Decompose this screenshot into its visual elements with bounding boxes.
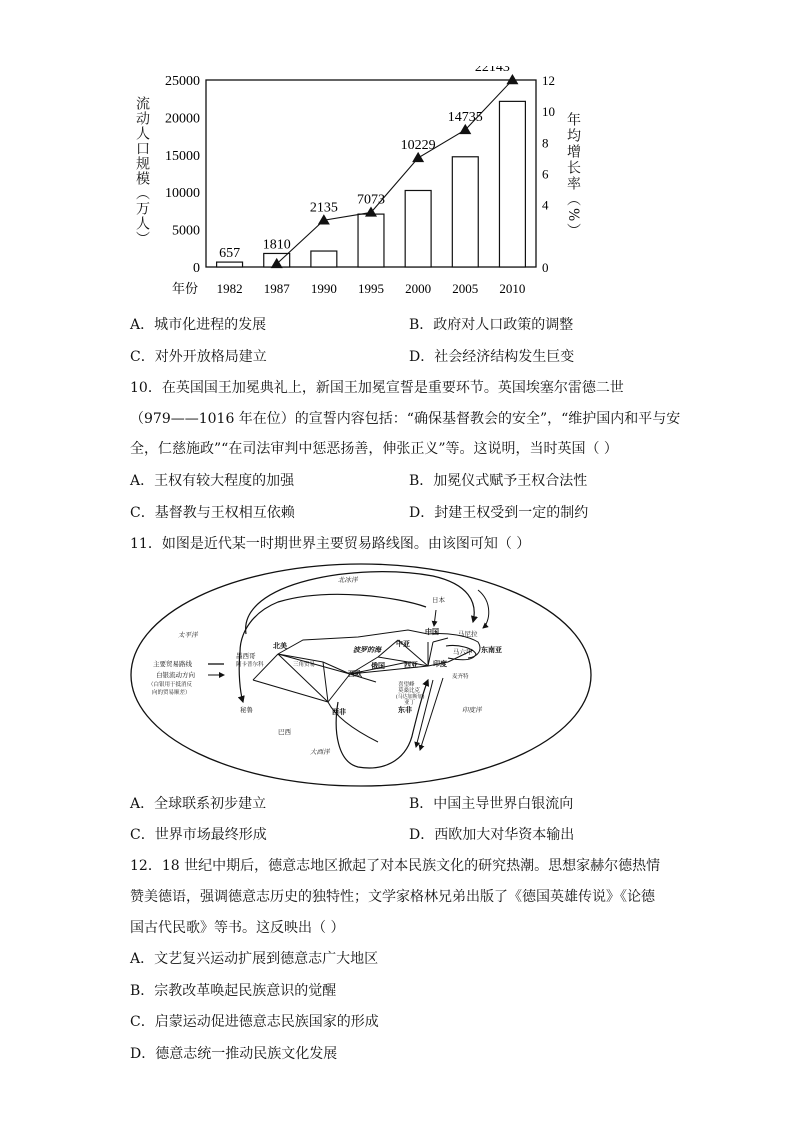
route-line — [478, 590, 489, 628]
y2-tick-label: 12 — [542, 73, 555, 88]
label-indian-ocean: 印度洋 — [462, 707, 482, 714]
y-tick-label: 25000 — [165, 74, 200, 89]
label-arctic: 北冰洋 — [338, 577, 358, 584]
label-aden: 亚丁 — [404, 700, 416, 706]
q9-option-d: D．社会经济结构发生巨变 — [409, 349, 575, 365]
bar — [358, 214, 384, 267]
q12-option-d: D．德意志统一推动民族文化发展 — [130, 1046, 338, 1062]
label-japan: 日本 — [432, 597, 445, 604]
q12-stem-line-1: 12．18 世纪中期后，德意志地区掀起了对本民族文化的研究热潮。思想家赫尔德热情 — [130, 858, 661, 874]
q10-stem-line-1: 10．在英国国王加冕典礼上，新国王加冕宣誓是重要环节。英国埃塞尔雷德二世 — [130, 380, 624, 396]
q9-option-b: B．政府对人口政策的调整 — [409, 317, 574, 333]
q10-option-a: A．王权有较大程度的加强 — [130, 473, 295, 489]
q11-option-d: D．西欧加大对华资本输出 — [409, 827, 575, 843]
route-line — [420, 678, 443, 750]
x-tick-label: 2000 — [405, 281, 432, 296]
label-brazil: 巴西 — [278, 729, 291, 736]
population-chart — [130, 66, 590, 302]
y2-tick-label: 6 — [542, 166, 549, 182]
x-tick-label: 1982 — [216, 281, 243, 296]
y-tick-label: 15000 — [165, 148, 200, 164]
q11-option-a: A．全球联系初步建立 — [130, 796, 267, 812]
q9-option-a: A．城市化进程的发展 — [130, 317, 267, 333]
q10-stem-line-2: （979——1016 年在位）的宣誓内容包括：“确保基督教会的安全”，“维护国内和平与安 — [130, 411, 681, 427]
growth-rate-marker — [506, 74, 518, 84]
bar — [499, 101, 525, 267]
label-madagascar: (马达加斯加) — [396, 695, 425, 700]
legend-silver-flow: 白银流动方向 — [156, 672, 195, 679]
legend-note-1: （白银用于抵消反 — [148, 682, 193, 688]
label-peru: 秘鲁 — [240, 707, 253, 714]
y-tick-label: 20000 — [165, 111, 200, 127]
x-axis-label: 年份 — [171, 281, 198, 296]
q10-option-b: B．加冕仪式赋予王权合法性 — [409, 473, 588, 489]
data-label: 1810 — [262, 237, 291, 253]
q11-stem: 11．如图是近代某一时期世界主要贸易路线图。由该图可知（ ） — [130, 536, 531, 552]
q10-option-d: D．封建王权受到一定的制约 — [409, 505, 589, 521]
data-label: 2135 — [309, 200, 338, 216]
y2-tick-label: 0 — [542, 260, 549, 275]
label-india: 印度 — [433, 660, 447, 668]
q9-option-c: C．对外开放格局建立 — [130, 349, 267, 365]
label-russia: 俄国 — [371, 662, 385, 670]
label-mekka: 麦齐特 — [452, 674, 469, 680]
x-tick-label: 2010 — [499, 281, 526, 296]
legend-main-route: 主要贸易路线 — [153, 661, 192, 668]
label-west-africa: 西非 — [332, 708, 346, 716]
q12-option-b: B．宗教改革唤起民族意识的觉醒 — [130, 983, 337, 999]
q12-option-c: C．启蒙运动促进德意志民族国家的形成 — [130, 1014, 379, 1030]
y2-tick-label: 8 — [542, 135, 549, 151]
q10-option-c: C．基督教与王权相互依赖 — [130, 505, 295, 521]
trade-route-map-svg — [128, 562, 595, 788]
chart-ylabel-right: 年均增长率（%） — [565, 112, 581, 240]
x-tick-label: 1995 — [358, 281, 384, 296]
y-tick-label: 10000 — [165, 186, 200, 202]
y2-tick-label: 10 — [542, 104, 555, 120]
label-mexico: 墨西哥 — [236, 653, 256, 660]
y-tick-label: 0 — [193, 261, 200, 276]
data-label: 657 — [219, 246, 241, 262]
chart-ylabel-left: 流动人口规模（万人） — [134, 96, 150, 246]
q12-stem-line-3: 国古代民歌》等书。这反映出（ ） — [130, 920, 345, 936]
q11-option-c: C．世界市场最终形成 — [130, 827, 267, 843]
data-label: 14735 — [447, 109, 483, 125]
bar — [217, 262, 243, 267]
chart-svg — [130, 66, 590, 302]
bar — [405, 190, 431, 267]
growth-rate-marker — [412, 152, 424, 162]
q12-option-a: A．文艺复兴运动扩展到德意志广大地区 — [130, 951, 379, 967]
label-mozambique: 莫桑比克 — [398, 688, 421, 694]
x-tick-label: 1987 — [263, 281, 290, 296]
label-west-europe: 西欧 — [348, 670, 362, 678]
label-cape: 喜望峰 — [398, 682, 415, 688]
label-china: 中国 — [425, 628, 439, 636]
data-label: 7073 — [357, 192, 385, 208]
bar — [311, 251, 337, 267]
label-north-america: 北美 — [273, 642, 287, 650]
route-line — [434, 610, 436, 626]
y2-tick-label: 4 — [542, 197, 549, 213]
label-manila: 马尼拉 — [458, 631, 478, 638]
label-acapulco: 阿卡普尔科 — [236, 662, 264, 668]
label-middle-asia: 中亚 — [396, 640, 410, 648]
label-pacific: 太平洋 — [178, 632, 198, 639]
label-baltic: 波罗的海 — [353, 646, 381, 654]
data-label: 10229 — [400, 137, 436, 153]
label-atlantic: 大西洋 — [310, 749, 330, 756]
x-tick-label: 2005 — [452, 281, 479, 296]
legend-note-2: 向的贸易顺差） — [152, 690, 191, 696]
bar — [452, 157, 478, 267]
q10-stem-line-3: 全，仁慈施政”“在司法审判中惩恶扬善，伸张正义”等。这说明，当时英国（ ） — [130, 441, 618, 457]
label-west-asia: 西亚 — [404, 661, 418, 669]
data-label: 22143 — [474, 66, 510, 75]
label-malacca: 马六甲 — [453, 649, 473, 656]
q11-option-b: B．中国主导世界白银流向 — [409, 796, 574, 812]
y-tick-label: 5000 — [172, 223, 200, 239]
label-east-africa: 东非 — [398, 706, 412, 714]
label-southeast-asia: 东南亚 — [481, 646, 502, 654]
trade-route-map — [128, 562, 595, 788]
label-triangle: 三角贸易 — [293, 662, 316, 668]
x-tick-label: 1990 — [310, 281, 337, 296]
q12-stem-line-2: 赞美德语，强调德意志历史的独特性；文学家格林兄弟出版了《德国英雄传说》《论德 — [130, 889, 655, 905]
